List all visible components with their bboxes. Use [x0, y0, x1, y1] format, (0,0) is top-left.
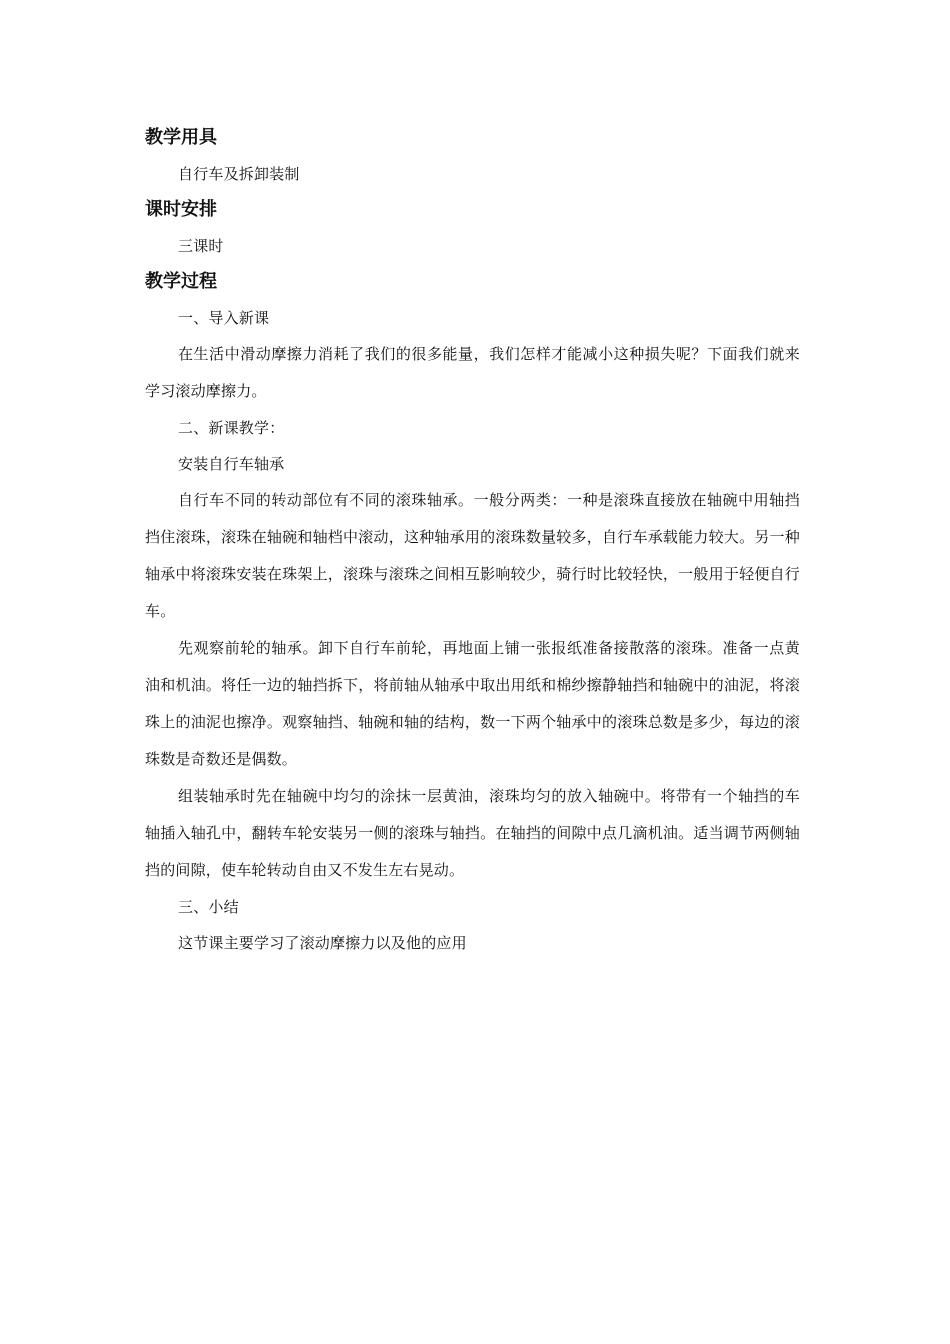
step1-text: 在生活中滑动摩擦力消耗了我们的很多能量，我们怎样才能减小这种损失呢？下面我们就来学习滚动摩擦力。	[145, 345, 800, 400]
heading-teaching-tools: 教学用具	[145, 127, 217, 148]
heading-class-schedule: 课时安排	[145, 199, 217, 220]
tools-text: 自行车及拆卸装制	[178, 165, 300, 183]
step2-subtitle: 安装自行车轴承	[178, 455, 285, 473]
document-page	[145, 120, 800, 961]
step2-title: 二、新课教学：	[178, 419, 285, 437]
step2-paragraph-2: 先观察前轮的轴承。卸下自行车前轮，再地面上铺一张报纸准备接散落的滚珠。准备一点黄油和机油。将任一边的轴挡拆下，将前轴从轴承中取出用纸和棉纱擦静轴挡和轴碗中的油泥，将滚珠上的油泥也擦净。观察轴挡、轴碗和轴的结构，数一下两个轴承中的滚珠总数是多少，每边的滚珠数是奇数还是偶数。	[145, 639, 800, 768]
step2-paragraph-1: 自行车不同的转动部位有不同的滚珠轴承。一般分两类：一种是滚珠直接放在轴碗中用轴挡挡住滚珠，滚珠在轴碗和轴档中滚动，这种轴承用的滚珠数量较多，自行车承载能力较大。另一种轴承中将滚珠安装在珠架上，滚珠与滚珠之间相互影响较少，骑行时比较轻快，一般用于轻便自行车。	[145, 491, 800, 620]
step3-title: 三、小结	[178, 898, 239, 916]
heading-teaching-process: 教学过程	[145, 271, 217, 292]
step2-paragraph-3: 组装轴承时先在轴碗中均匀的涂抹一层黄油，滚珠均匀的放入轴碗中。将带有一个轴挡的车轴插入轴孔中，翻转车轮安装另一侧的滚珠与轴挡。在轴挡的间隙中点几滴机油。适当调节两侧轴挡的间隙，使车轮转动自由又不发生左右晃动。	[145, 787, 800, 879]
step1-title: 一、导入新课	[178, 309, 270, 327]
step3-text: 这节课主要学习了滚动摩擦力以及他的应用	[178, 934, 467, 952]
schedule-text: 三课时	[178, 237, 224, 255]
